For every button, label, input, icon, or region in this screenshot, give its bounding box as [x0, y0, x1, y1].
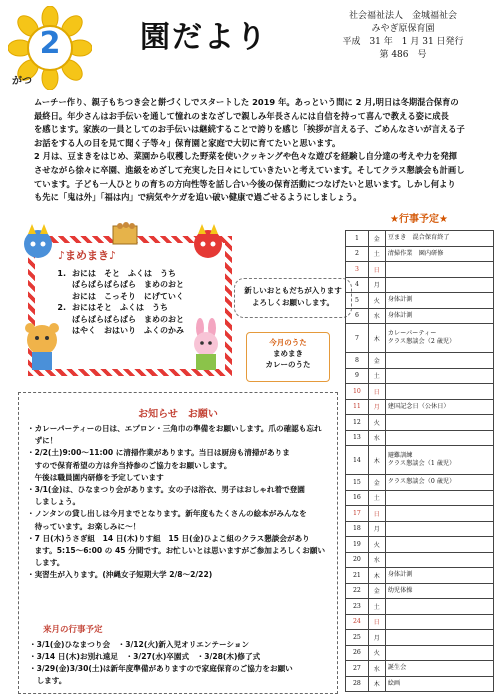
intro-line: させながら徐々に卒園、進級をめざして充実した日々にしていきたいと考えています。そしてクラス懇談会も計画し — [34, 164, 465, 175]
schedule-event — [385, 583, 493, 599]
lyric-line: はやく おはいり ふくのかみ — [72, 326, 184, 335]
schedule-day: 1 — [346, 231, 369, 247]
schedule-day: 20 — [346, 552, 369, 568]
notice-line: ・ノンタンの貸し出しは今月までとなります。新年度もたくさんの絵本がみんなを — [27, 509, 307, 519]
next-month-title: 来月の行事予定 — [43, 625, 103, 635]
schedule-row — [346, 475, 494, 491]
schedule-row — [346, 506, 494, 522]
schedule-row — [346, 246, 494, 262]
schedule-event — [385, 630, 493, 646]
schedule-day: 16 — [346, 490, 369, 506]
schedule-day: 12 — [346, 415, 369, 431]
verse-number: 2. — [57, 303, 66, 312]
schedule-event — [385, 521, 493, 537]
schedule-event — [385, 415, 493, 431]
notice-line: ・7 日(木)うさぎ組 14 日(木)りす組 15 日(金)ひよこ組のクラス懇談会があり — [27, 533, 310, 543]
next-month-line: ・3/14 日(木)お別れ遠足 ・3/27(水)卒園式 ・3/28(木)修了式 — [29, 652, 261, 661]
schedule-row — [346, 446, 494, 475]
schedule-day: 11 — [346, 399, 369, 415]
schedule-row — [346, 490, 494, 506]
schedule-day: 9 — [346, 368, 369, 384]
issue-date: 平成 31 年 1 月 31 日発行 — [342, 37, 464, 47]
schedule-weekday: 木 — [368, 324, 385, 353]
schedule-row — [346, 384, 494, 400]
schedule-weekday: 金 — [368, 353, 385, 369]
song-of-month-item: まめまき — [273, 349, 303, 358]
schedule-weekday: 木 — [368, 676, 385, 692]
schedule-event — [385, 277, 493, 293]
schedule-row — [346, 368, 494, 384]
intro-paragraph — [34, 96, 474, 205]
schedule-weekday: 水 — [368, 552, 385, 568]
notice-line: 待っています。お楽しみに～！ — [27, 521, 141, 531]
notice-line: しましょう。 — [27, 497, 81, 507]
month-number: 2 — [39, 26, 61, 61]
schedule-day: 4 — [346, 277, 369, 293]
next-month-line: ・3/29(金)3/30(土)は新年度準備がありますので家庭保育のご協力をお願い — [29, 664, 293, 673]
notice-line: ・カレーパーティーの日は、エプロン・三角巾の準備をお願いします。爪の確認も忘れ — [27, 424, 322, 433]
intro-line: ています。子ども一人ひとりの育ちの方向性等を話し合い今後の保育活動につなげたいと思います。しかし何より — [34, 178, 456, 189]
schedule-event-line: 清掃作業 園内研修 — [387, 249, 444, 257]
schedule-weekday: 水 — [368, 308, 385, 324]
schedule-event-line: 身体計測 — [387, 571, 413, 579]
schedule-row — [346, 614, 494, 630]
schedule-event-line: クラス懇談会（1 歳児） — [387, 460, 456, 467]
schedule-day: 19 — [346, 537, 369, 553]
schedule-event — [385, 645, 493, 661]
schedule-weekday: 日 — [368, 384, 385, 400]
schedule-row — [346, 399, 494, 415]
schedule-weekday: 木 — [368, 568, 385, 584]
schedule-row — [346, 521, 494, 537]
schedule-weekday: 火 — [368, 415, 385, 431]
schedule-row — [346, 353, 494, 369]
schedule-event — [385, 475, 493, 491]
notice-line: ずに！ — [27, 436, 58, 446]
schedule-event — [385, 246, 493, 262]
newsletter-title: 園だより — [140, 20, 268, 55]
schedule-row — [346, 599, 494, 615]
schedule-event-line: 建国記念日（公休日） — [387, 402, 450, 410]
schedule-event — [385, 614, 493, 630]
schedule-event — [385, 506, 493, 522]
lyric-line: おにはそと ふくは うち — [72, 303, 168, 312]
next-month-line: します。 — [29, 676, 67, 685]
schedule-event — [385, 324, 493, 353]
schedule-event — [385, 293, 493, 309]
schedule-weekday: 水 — [368, 430, 385, 446]
schedule-weekday: 月 — [368, 630, 385, 646]
schedule-event — [385, 568, 493, 584]
schedule-event-line: 誕生会 — [387, 664, 407, 672]
schedule-row — [346, 415, 494, 431]
schedule-event-line: 絵画 — [387, 679, 401, 687]
schedule-event — [385, 661, 493, 677]
song-of-month-box — [246, 332, 330, 382]
nursery-name: みやぎ原保育園 — [371, 24, 435, 34]
friends-line: 新しいおともだちが入ります — [244, 286, 342, 295]
schedule-weekday: 金 — [368, 231, 385, 247]
schedule-event — [385, 430, 493, 446]
org-name: 社会福祉法人 金城福祉会 — [348, 11, 457, 21]
notice-line: 午後は職員園内研修を予定しています — [27, 472, 164, 482]
schedule-weekday: 金 — [368, 583, 385, 599]
notice-line: します。 — [27, 558, 65, 568]
next-month-line: ・3/1(金)ひなまつり会 ・3/12(火)新入児オリエンテーション — [29, 640, 250, 649]
schedule-row — [346, 262, 494, 278]
schedule-day: 8 — [346, 353, 369, 369]
schedule-weekday: 日 — [368, 262, 385, 278]
bean-box-icon — [110, 220, 140, 246]
schedule-weekday: 日 — [368, 614, 385, 630]
schedule-weekday: 日 — [368, 506, 385, 522]
song-title: ♪まめまき♪ — [58, 249, 117, 262]
schedule-event-line: 豆まき 混合保育終了 — [387, 234, 450, 242]
schedule-row — [346, 324, 494, 353]
schedule-event-line: カレーパーティー — [387, 330, 437, 337]
schedule-weekday: 土 — [368, 490, 385, 506]
lyric-line: ぱらぱらぱらぱら まめのおと — [72, 314, 184, 324]
schedule-event — [385, 676, 493, 692]
schedule-day: 22 — [346, 583, 369, 599]
sunflower-month-badge — [8, 6, 92, 90]
issue-number: 第 486 号 — [379, 50, 427, 60]
schedule-row — [346, 308, 494, 324]
schedule-event — [385, 231, 493, 247]
schedule-event — [385, 446, 493, 475]
schedule-weekday: 火 — [368, 537, 385, 553]
notice-line: すので保育希望の方は弁当持参のご協力をお願いします。 — [27, 460, 232, 470]
schedule-weekday: 月 — [368, 521, 385, 537]
intro-line: ムーチー作り、親子もちつき会と餅づくしでスタートした 2019 年。あっという間に 2 月,明日は冬期混合保育の — [34, 97, 459, 107]
friends-line: よろしくお願いします。 — [252, 298, 334, 307]
schedule-row — [346, 231, 494, 247]
schedule-weekday: 土 — [368, 368, 385, 384]
schedule-day: 13 — [346, 430, 369, 446]
schedule-event-line: クラス懇談会（0 歳児） — [387, 478, 456, 486]
notice-line: ・3/1(金)は、ひなまつり会があります。女の子は浴衣、男子はおしゃれ着で登園 — [27, 485, 305, 495]
notice-box — [18, 392, 338, 694]
lyric-line: ぱらぱらぱらぱら まめのおと — [72, 280, 184, 289]
schedule-day: 5 — [346, 293, 369, 309]
schedule-row — [346, 630, 494, 646]
schedule-day: 28 — [346, 676, 369, 692]
schedule-event — [385, 262, 493, 278]
schedule-row — [346, 277, 494, 293]
schedule-day: 26 — [346, 645, 369, 661]
notice-list — [27, 423, 333, 582]
schedule-weekday: 月 — [368, 277, 385, 293]
schedule-event-line: 身体計測 — [387, 296, 413, 304]
schedule-event — [385, 308, 493, 324]
schedule-row — [346, 568, 494, 584]
schedule-event — [385, 384, 493, 400]
schedule-row — [346, 645, 494, 661]
schedule-weekday: 金 — [368, 475, 385, 491]
schedule-event — [385, 490, 493, 506]
song-of-month-heading: 今月のうた — [269, 338, 307, 347]
schedule-day: 21 — [346, 568, 369, 584]
event-schedule-table — [345, 230, 494, 692]
verse-number: 1. — [57, 268, 66, 278]
schedule-day: 6 — [346, 308, 369, 324]
schedule-weekday: 土 — [368, 599, 385, 615]
notice-line: ます。5:15〜6:00 の 45 分間です。お忙しいとは思いますがご参加よろしくお願い — [27, 546, 326, 556]
month-suffix: がつ — [12, 76, 32, 87]
schedule-event — [385, 353, 493, 369]
schedule-event — [385, 552, 493, 568]
schedule-weekday: 木 — [368, 446, 385, 475]
intro-line: 2 月は、豆まきをはじめ、菜園から収穫した野菜を使いクッキングや色々な遊びを経験し自分達の考えや力を発揮 — [34, 151, 457, 162]
schedule-day: 7 — [346, 324, 369, 353]
schedule-day: 10 — [346, 384, 369, 400]
schedule-day: 27 — [346, 661, 369, 677]
schedule-event-line: 避難訓練 — [387, 452, 413, 459]
schedule-row — [346, 676, 494, 692]
schedule-weekday: 水 — [368, 661, 385, 677]
schedule-day: 2 — [346, 246, 369, 262]
schedule-row — [346, 537, 494, 553]
schedule-title: ★行事予定★ — [390, 214, 448, 225]
mamemaki-song-box — [18, 222, 228, 372]
schedule-weekday: 土 — [368, 246, 385, 262]
schedule-row — [346, 661, 494, 677]
intro-line: お話をする人の目を見て聞く子等々」保育園と家庭で大切に育てたいと思います。 — [34, 137, 341, 148]
schedule-event-line: クラス懇談会（2 歳児） — [387, 338, 456, 345]
intro-line: も先に「鬼は外」「福は内」で病気やケガを追い破い健康で過ごせるようにしましょう。 — [34, 192, 362, 203]
schedule-weekday: 火 — [368, 293, 385, 309]
song-lyrics — [48, 250, 208, 337]
schedule-day: 18 — [346, 521, 369, 537]
schedule-weekday: 月 — [368, 399, 385, 415]
schedule-event — [385, 537, 493, 553]
schedule-day: 23 — [346, 599, 369, 615]
lyric-line: おには そと ふくは うち — [72, 268, 176, 278]
new-friends-note — [234, 278, 352, 318]
schedule-row — [346, 552, 494, 568]
next-month-list — [29, 639, 335, 687]
song-of-month-item: カレーのうた — [265, 360, 311, 369]
schedule-day: 17 — [346, 506, 369, 522]
schedule-event — [385, 399, 493, 415]
schedule-weekday: 火 — [368, 645, 385, 661]
schedule-event — [385, 599, 493, 615]
intro-line: を感じます。家族の一員としてのお手伝いは継続することで誇りを感じ「挨拶が言える子、ごめんなさいが言える子 — [34, 124, 465, 135]
lyric-line: おには こっそり にげていく — [72, 291, 184, 301]
schedule-event — [385, 368, 493, 384]
intro-line: 最終日。年少さんはお手伝いを通して憧れのまなざしで親しみ年長さんには自信を持って喜んで教える姿に成長 — [34, 110, 449, 121]
schedule-row — [346, 293, 494, 309]
schedule-day: 25 — [346, 630, 369, 646]
schedule-row — [346, 430, 494, 446]
notice-title: お知らせ お願い — [138, 409, 218, 420]
schedule-event-line: 幼児体操 — [387, 586, 413, 594]
schedule-day: 24 — [346, 614, 369, 630]
organization-info — [318, 10, 488, 62]
schedule-day: 15 — [346, 475, 369, 491]
notice-line: ・2/2(土)9:00〜11:00 に清掃作業があります。当日は厨房も清掃がありま — [27, 448, 290, 458]
schedule-day: 3 — [346, 262, 369, 278]
schedule-row — [346, 583, 494, 599]
schedule-event-line: 身体計測 — [387, 311, 413, 319]
notice-line: ・実習生が入ります。(沖縄女子短期大学 2/8〜2/22) — [27, 570, 213, 580]
schedule-day: 14 — [346, 446, 369, 475]
